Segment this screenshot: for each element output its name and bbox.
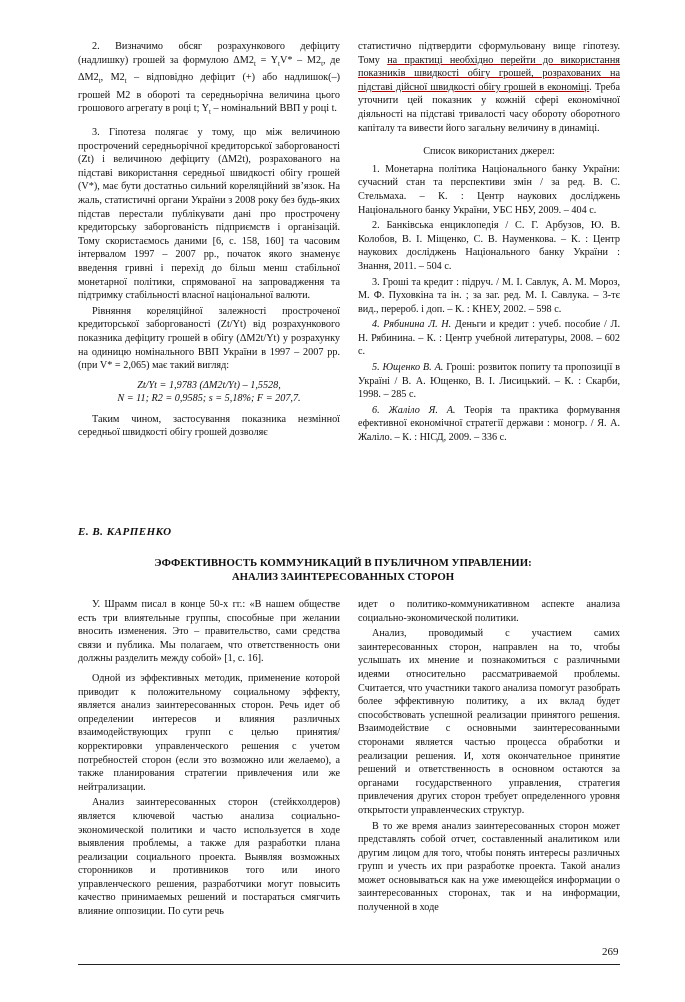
paragraph-analyst-report: В то же время анализ заинтересованных сторон может представлять собой отчет, составленный аналитиком или другим лицом для того, чтобы понять интересы различных групп и учесть их при разработке проекта. Такой анализ может основываться как на уже имеющейся информации о заинтересованных сторонах, так и на информации, полученной в ходе: [358, 820, 620, 914]
title-line-1: ЭФФЕКТИВНОСТЬ КОММУНИКАЦИЙ В ПУБЛИЧНОМ УПРАВЛЕНИИ:: [154, 557, 532, 569]
reference-item: 1. Монетарна політика Національного банку України: сучасний стан та перспективи змін / за ред. В. С. Стельмаха. – К. : Центр наукових досліджень Національного банку України, УБС НБУ, 2009. – 404 с.: [358, 163, 620, 216]
footer-rule: [78, 964, 620, 965]
paragraph-conclusion-end: статистично підтвердити сформульовану вище гіпотезу. Тому на практиці необхідно перейти до використання показників швидкості обігу грошей, розрахованих на підставі дійсної швидкості обігу грошей в економіці. Треба уточнити цей показник у кожній сфері економічної діяльності на підставі тривалості часу обороту оборотного капіталу та вивести його загальну величину в динаміці.: [358, 41, 621, 134]
paragraph-policy-aspect: идет о политико-коммуникативном аспекте анализа социально-экономической политики.: [358, 599, 620, 624]
underlined-text: на практиці необхідно перейти до використання показників швидкості обігу грошей, розрахованих на підставі дійсної швидкості обігу грошей в економіці: [358, 54, 620, 93]
reference-item: 4. Рябинина Л. Н. Деньги и кредит : учеб. пособие / Л. Н. Рябинина. – К. : Центр учебной литературы, 2008. – 602 с.: [358, 319, 620, 358]
references-heading: Список використаних джерел:: [423, 146, 555, 158]
paragraph-stakeholder-method: Одной из эффективных методик, применение которой приводит к положительному социальному эффекту, является анализ заинтересованных сторон. Речь идет об определении интересов и влияния различных взаимодействующих групп с целью принятия/корректировки управленческого решения с учетом потребностей сторон (если это возможно или желаемо), а также планирования стратегии привлечения или же нейтрализации.: [78, 672, 340, 793]
paragraph-stakeholder-analysis: Анализ заинтересованных сторон (стейкхолдеров) является ключевой частью анализа социально-экономической политики и часто используется в ходе выявления проблемы, а также для разработки плана реализации социального проекта. Выявляя возможных сторонников и противников того или иного управленческого решения, разработчики могут повысить качество принимаемых решений и постараться смягчить влияние оппозиции. По сути речь: [78, 797, 340, 918]
page-number: 269: [602, 946, 619, 958]
paragraph-schramm-quote: У. Шрамм писал в конце 50-х гг.: «В нашем обществе есть три влиятельные группы, способные при желании вносить изменения. Это – правительство, сами средства связи и публика. Мы полагаем, что ответственность они должны разделить между собой» [1, с. 16].: [78, 599, 340, 665]
article-title: [78, 556, 608, 584]
title-line-2: АНАЛИЗ ЗАИНТЕРЕСОВАННЫХ СТОРОН: [231, 571, 455, 583]
bottom-left-column: [78, 598, 340, 919]
paragraph-hypothesis: 3. Гіпотеза полягає у тому, що між величиною прострочений середньорічної кредиторської заборгованості (Zt) і величиною дефіциту (ΔM2t), розрахованого на підставі використання середньої швидкості обігу грошей (V*), має бути достатньо сильний кореляційний зв’язок. На жаль, статистичні органи України з 2008 року без будь-яких підстав перестали публікувати дані про прострочену кредиторську заборгованість підприємств і організацій. Тому скористаємось даними [6, с. 158, 160] та часовим інтервалом 1997 – 2007 рр., початок якого знаменує введення гривні і перехід до більш менш стабільної монетарної політики, спрямованої на запровадження та підтримку стабільності власної національної валюти.: [78, 127, 340, 302]
top-right-column: [358, 40, 620, 445]
reference-item: 3. Гроші та кредит : підруч. / М. І. Савлук, А. М. Мороз, М. Ф. Пуховкіна та ін. ; за заг. ред. М. І. Савлука. – 3-тє вид., перероб. і доп. – К. : КНЕУ, 2002. – 598 с.: [358, 276, 620, 315]
formula-line-2: N = 11; R2 = 0,9585; s = 5,18%; F = 207,7.: [117, 392, 301, 404]
paragraph-regression-intro: Рівняння кореляційної залежності простроченої кредиторської заборгованості (Zt/Yt) від розрахункового показника дефіциту грошей в обігу (ΔM2t/Yt) у розрахунку на одиницю номінального ВВП України в 1997 – 2007 рр. (при V* = 2,065) має такий вигляд:: [78, 305, 340, 372]
reference-item: 5. Ющенко В. А. Гроші: розвиток попиту та пропозиції в Україні / В. А. Ющенко, В. І. Лисицький. – К. : Скарби, 1998. – 285 с.: [358, 362, 621, 401]
top-left-column: [78, 40, 340, 440]
reference-item: 2. Банківська енциклопедія / С. Г. Арбузов, Ю. В. Колобов, В. І. Міщенко, С. В. Науменкова. – К. : Центр наукових досліджень Національного банку України : Знання, 2011. – 504 с.: [358, 220, 620, 272]
reference-item: 6. Жаліло Я. А. Теорія та практика формування ефективної економічної стратегії держави : моногр. / Я. А. Жаліло. – К. : НІСД, 2009. – 336 с.: [358, 404, 620, 444]
regression-formula: [78, 379, 340, 405]
formula-line-1: Zt/Yt = 1,9783 (ΔM2t/Yt) – 1,5528,: [137, 379, 281, 391]
bottom-right-column: [358, 598, 620, 915]
paragraph-participatory-analysis: Анализ, проводимый с участием самих заинтересованных сторон, направлен на то, чтобы услышать их мнение и познакомиться с различными идеями относительно рассматриваемой проблемы. Считается, что участники такого анализа помогут разобрать более эффективную политику, а их вклад будет способствовать успешной реализации принятого решения. Взаимодействие с основными заинтересованными сторонами является частью процесса обработки и реализации решения. И, хотя окончательное принятие решений и ответственность в основном остаются за органами государственного управления, стратегия привлечения других сторон требует определенного уровня открытости управленческих структур.: [358, 628, 620, 816]
paragraph-deficit-formula: 2. Визначимо обсяг розрахункового дефіциту (надлишку) грошей за формулою $\Delta M2_t = Y_tV* - M2_t$, де $\Delta M2_t$, $M2_t$ – відповідно дефіцит (+) або надлишок(–) грошей M2 в обороті та середньорічна величина цього грошового агрегату в році t; $Y_t$ – номінальний ВВП у році t.: [78, 41, 340, 117]
paragraph-conclusion-start: Таким чином, застосування показника незмінної середньої швидкості обігу грошей дозволяє: [78, 413, 340, 439]
article-author: Е. В. КАРПЕНКО: [78, 526, 172, 538]
